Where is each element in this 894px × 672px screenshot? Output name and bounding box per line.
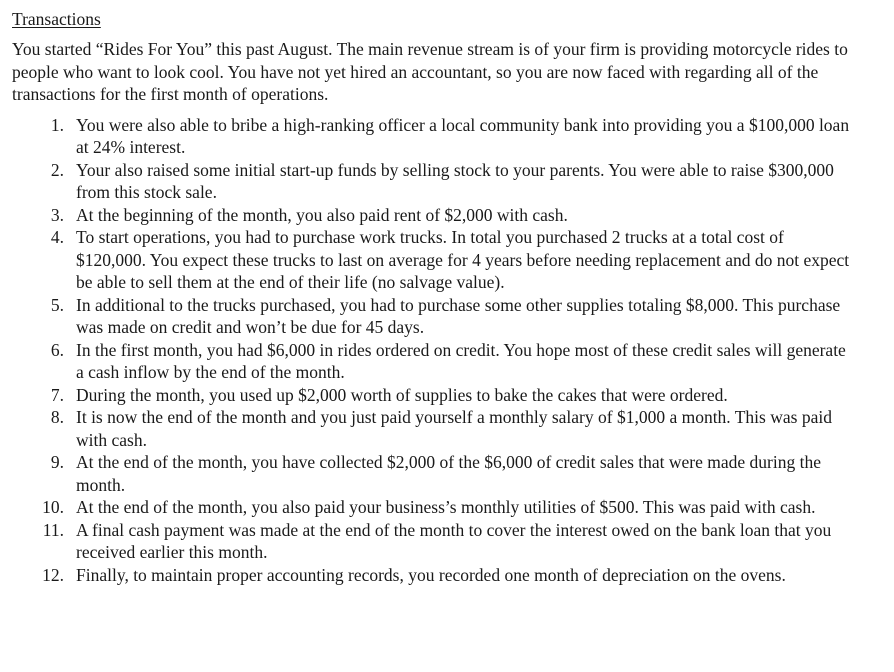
list-item	[12, 339, 852, 384]
list-item	[12, 451, 852, 496]
item-text: In additional to the trucks purchased, you had to purchase some other supplies totaling $8,000. This purchase was made on credit and won’t be due for 45 days.	[76, 294, 841, 337]
item-number: 9.	[50, 452, 64, 472]
item-text: You were also able to bribe a high-ranking officer a local community bank into providing you a $100,000 loan at 24% interest.	[76, 114, 850, 157]
list-item	[12, 294, 852, 339]
document-heading: Transactions	[12, 9, 101, 29]
list-item	[12, 384, 852, 407]
item-number: 10.	[42, 497, 64, 517]
transaction-list	[12, 114, 880, 587]
item-text: At the end of the month, you have collected $2,000 of the $6,000 of credit sales that were made during the month.	[76, 452, 821, 495]
item-number: 8.	[50, 407, 64, 427]
item-number: 2.	[50, 159, 64, 180]
item-text: A final cash payment was made at the end of the month to cover the interest owed on the bank loan that you received earlier this month.	[76, 519, 832, 562]
item-number: 12.	[42, 564, 64, 585]
list-item	[12, 114, 852, 159]
item-text: In the first month, you had $6,000 in rides ordered on credit. You hope most of these credit sales will generate a cash inflow by the end of the month.	[76, 339, 846, 382]
list-item	[12, 519, 852, 564]
item-text: Your also raised some initial start-up funds by selling stock to your parents. You were able to raise $300,000 from this stock sale.	[76, 159, 834, 202]
list-item	[12, 204, 852, 227]
list-item	[12, 159, 852, 204]
intro-paragraph: You started “Rides For You” this past August. The main revenue stream is of your firm is providing motorcycle rides to people who want to look cool. You have not yet hired an accountant, so you are now faced with regarding all of the transactions for the first month of operations.	[12, 39, 848, 104]
item-text: At the end of the month, you also paid your business’s monthly utilities of $500. This was paid with cash.	[76, 497, 816, 517]
list-item	[12, 564, 852, 587]
item-number: 5.	[50, 294, 64, 315]
item-number: 3.	[50, 204, 64, 225]
item-number: 7.	[50, 384, 64, 405]
item-text: At the beginning of the month, you also paid rent of $2,000 with cash.	[76, 204, 568, 225]
list-item	[12, 406, 852, 451]
item-number: 6.	[50, 339, 64, 360]
list-item	[12, 226, 852, 294]
item-number: 1.	[50, 114, 64, 135]
item-text: During the month, you used up $2,000 worth of supplies to bake the cakes that were ordered.	[76, 384, 728, 405]
item-number: 11.	[42, 519, 64, 540]
item-text: It is now the end of the month and you just paid yourself a monthly salary of $1,000 a month. This was paid with cash.	[76, 407, 832, 450]
item-number: 4.	[50, 227, 64, 247]
item-text: To start operations, you had to purchase work trucks. In total you purchased 2 trucks at a total cost of $120,000. You expect these trucks to last on average for 4 years before needing replacement and do not expect be able to sell them at the end of their life (no salvage value).	[76, 227, 850, 292]
list-item	[12, 496, 852, 519]
item-text: Finally, to maintain proper accounting records, you recorded one month of depreciation on the ovens.	[76, 564, 786, 585]
